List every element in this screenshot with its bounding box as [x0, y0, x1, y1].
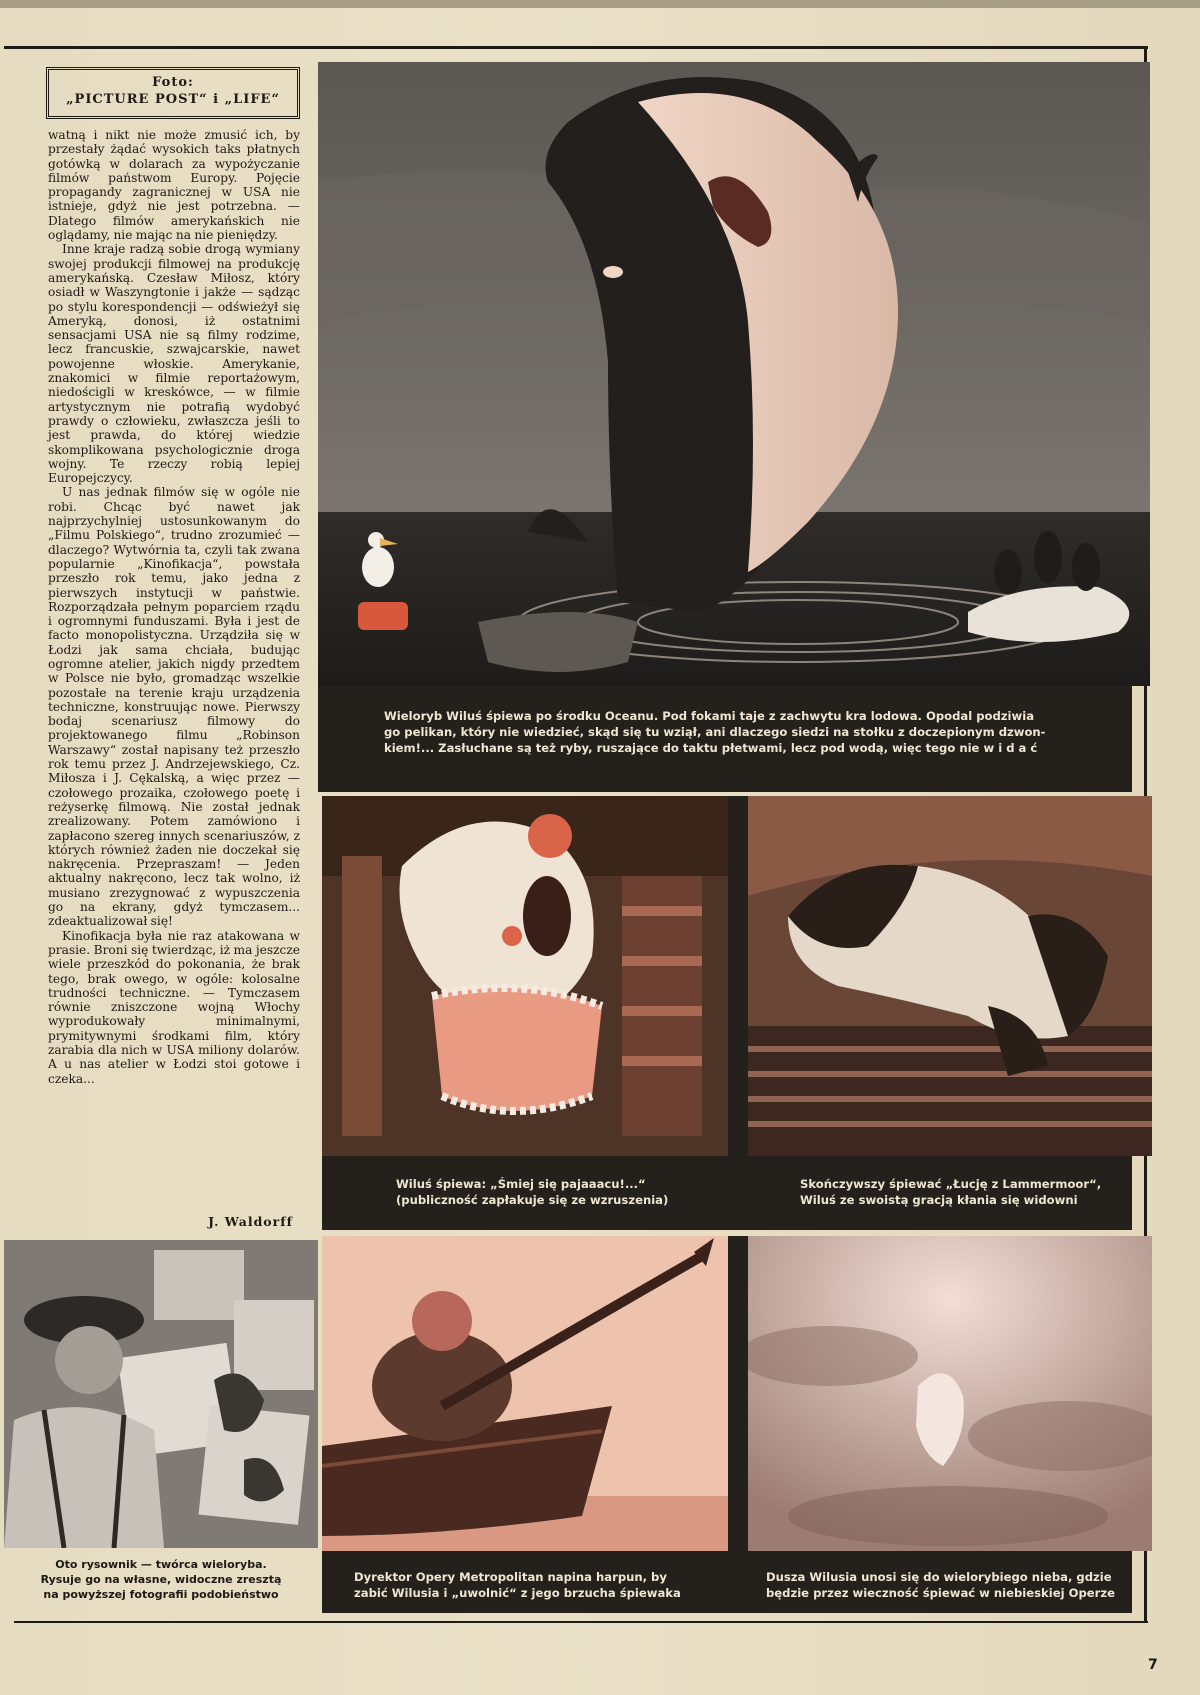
page-number: 7 [1148, 1657, 1158, 1673]
caption-line: Oto rysownik — twórca wieloryba. [55, 1558, 267, 1571]
animator-illustration [4, 1240, 318, 1548]
harpoon-photo [322, 1236, 728, 1551]
credit-label: Foto: [152, 75, 194, 90]
harpoon-illustration [322, 1236, 728, 1551]
caption-line: Dyrektor Opery Metropolitan napina harpun, by [354, 1570, 667, 1584]
lucia-photo [748, 796, 1152, 1156]
page-top-edge [0, 0, 1200, 8]
top-rule [4, 46, 1148, 49]
caption-line: Dusza Wilusia unosi się do wielorybiego nieba, gdzie [766, 1570, 1112, 1584]
caption-line: Wiluś śpiewa: „Śmiej się pajaaacu!...“ [396, 1177, 646, 1191]
author-signature: J. Waldorff [208, 1214, 293, 1229]
pagliacci-illustration [322, 796, 728, 1156]
caption-line: kiem!... Zasłuchane są też ryby, ruszające do taktu płetwami, lecz pod wodą, więc tego nie w i d a ć [384, 741, 1038, 755]
caption-line: zabić Wilusia i „uwolnić“ z jego brzucha śpiewaka [354, 1586, 681, 1600]
whale-ocean-photo [318, 62, 1150, 686]
animator-photo [4, 1240, 318, 1548]
article-paragraph: Inne kraje radzą sobie drogą wymiany swojej produkcji filmowej na produkcję amerykańską. Czesław Miłosz, który osiadł w Waszyngtonie i jakże — sądząc po stylu korespondencji — odświeżył się Ameryką, donosi, iż ostatnimi sensacjami USA nie są filmy rodzime, lecz francuskie, szwajcarskie, nawet powojenne włoskie. Amerykanie, znakomici w filmie reportażowym, niedościgli w kreskówce, — w filmie artystycznym nie potrafią wydobyć prawdy o człowieku, zwłaszcza jeśli to jest prawda, do której wiedzie skomplikowana psychologicznie droga wojny. Te rzeczy robią lepiej Europejczycy. [48, 242, 300, 486]
harpoon-caption [322, 1551, 728, 1613]
photo-credit-box [46, 67, 300, 119]
credit-sources: „PICTURE POST“ i „LIFE“ [66, 92, 280, 107]
caption-line: na powyższej fotografii podobieństwo [43, 1588, 279, 1601]
caption-line: (publiczność zapłakuje się ze wzruszenia) [396, 1193, 669, 1207]
pagliacci-caption [322, 1156, 728, 1230]
caption-line: Rysuje go na własne, widoczne zresztą [40, 1573, 282, 1586]
article-paragraph: Kinofikacja była nie raz atakowana w prasie. Broni się twierdząc, iż ma jeszcze wiele przeszkód do pokonania, że brak tego, brak owego, w ogóle: kolosalne trudności techniczne. — Tymczasem równie zniszczone wojną Włochy wyprodukowały minimalnymi, prymitywnymi środkami film, który zarabia dla nich w USA miliony dolarów. A u nas atelier w Łodzi stoi gotowe i czeka... [48, 928, 300, 1086]
article-paragraph: watną i nikt nie może zmusić ich, by przestały żądać wysokich taks płatnych gotówką w dolarach za wypożyczanie filmów państwom Europy. Pojęcie propagandy zagranicznej w USA nie istnieje, gdyż nie jest potrzebna. — Dlatego filmów amerykańskich nie oglądamy, nie mając na nie pieniędzy. [48, 128, 300, 243]
photo-gutter [728, 1236, 748, 1551]
caption-line: będzie przez wieczność śpiewać w niebieskiej Operze [766, 1586, 1115, 1600]
article-column [48, 128, 300, 1228]
lucia-caption [728, 1156, 1132, 1230]
article-paragraph: U nas jednak filmów się w ogóle nie robi. Chcąc być nawet jak najprzychylniej ustosunkowanym do „Filmu Polskiego“, trudno zrozumieć — dlaczego? Wytwórnia ta, czyli tak zwana popularnie „Kinofikacja“, powstała przeszło rok temu, jako jedna z pierwszych instytucji w państwie. Rozporządzała pełnym poparciem rządu i ogromnymi funduszami. Była i jest de facto monopolistyczna. Urządziła się w Łodzi jak sama chciała, budując ogromne atelier, jakich nigdy przedtem w Polsce nie było, gromadząc wszelkie pozostałe na terenie kraju urządzenia techniczne, konstruując nowe. Pierwszy bodaj scenariusz filmowy do projektowanego filmu „Robinson Warszawy“ został napisany też przeszło rok temu przez J. Andrzejewskiego, Cz. Miłosza i J. Cękalską, a więc przez — czołowego prozaika, czołowego poetę i reżyserkę filmową. Nie został jednak zrealizowany. Potem zamówiono i zapłacono szereg innych scenariuszów, z których również żaden nie doczekał się nakręcenia. Przepraszam! — Jeden aktualny nakręcono, lecz tak wolno, iż musiano zrezygnować z wypuszczenia go na ekrany, gdyż tymczasem... zdeaktualizował się! [48, 485, 300, 929]
lucia-illustration [748, 796, 1152, 1156]
photo-gutter [728, 796, 748, 1156]
pagliacci-photo [322, 796, 728, 1156]
heaven-illustration [748, 1236, 1152, 1551]
heaven-photo [748, 1236, 1152, 1551]
whale-ocean-illustration [318, 62, 1150, 686]
caption-line: Skończywszy śpiewać „Łucję z Lammermoor“, [800, 1177, 1102, 1191]
bottom-rule [14, 1621, 1148, 1623]
whale-ocean-caption [318, 686, 1132, 792]
caption-line: go pelikan, który nie wiedzieć, skąd się tu wziął, ani dlaczego siedzi na stołku z doczepionym dzwon- [384, 725, 1046, 739]
animator-caption [6, 1557, 316, 1602]
heaven-caption [728, 1551, 1132, 1613]
caption-line: Wiluś ze swoistą gracją kłania się widowni [800, 1193, 1078, 1207]
caption-line: Wieloryb Wiluś śpiewa po środku Oceanu. Pod fokami taje z zachwytu kra lodowa. Opodal podziwia [384, 709, 1035, 723]
